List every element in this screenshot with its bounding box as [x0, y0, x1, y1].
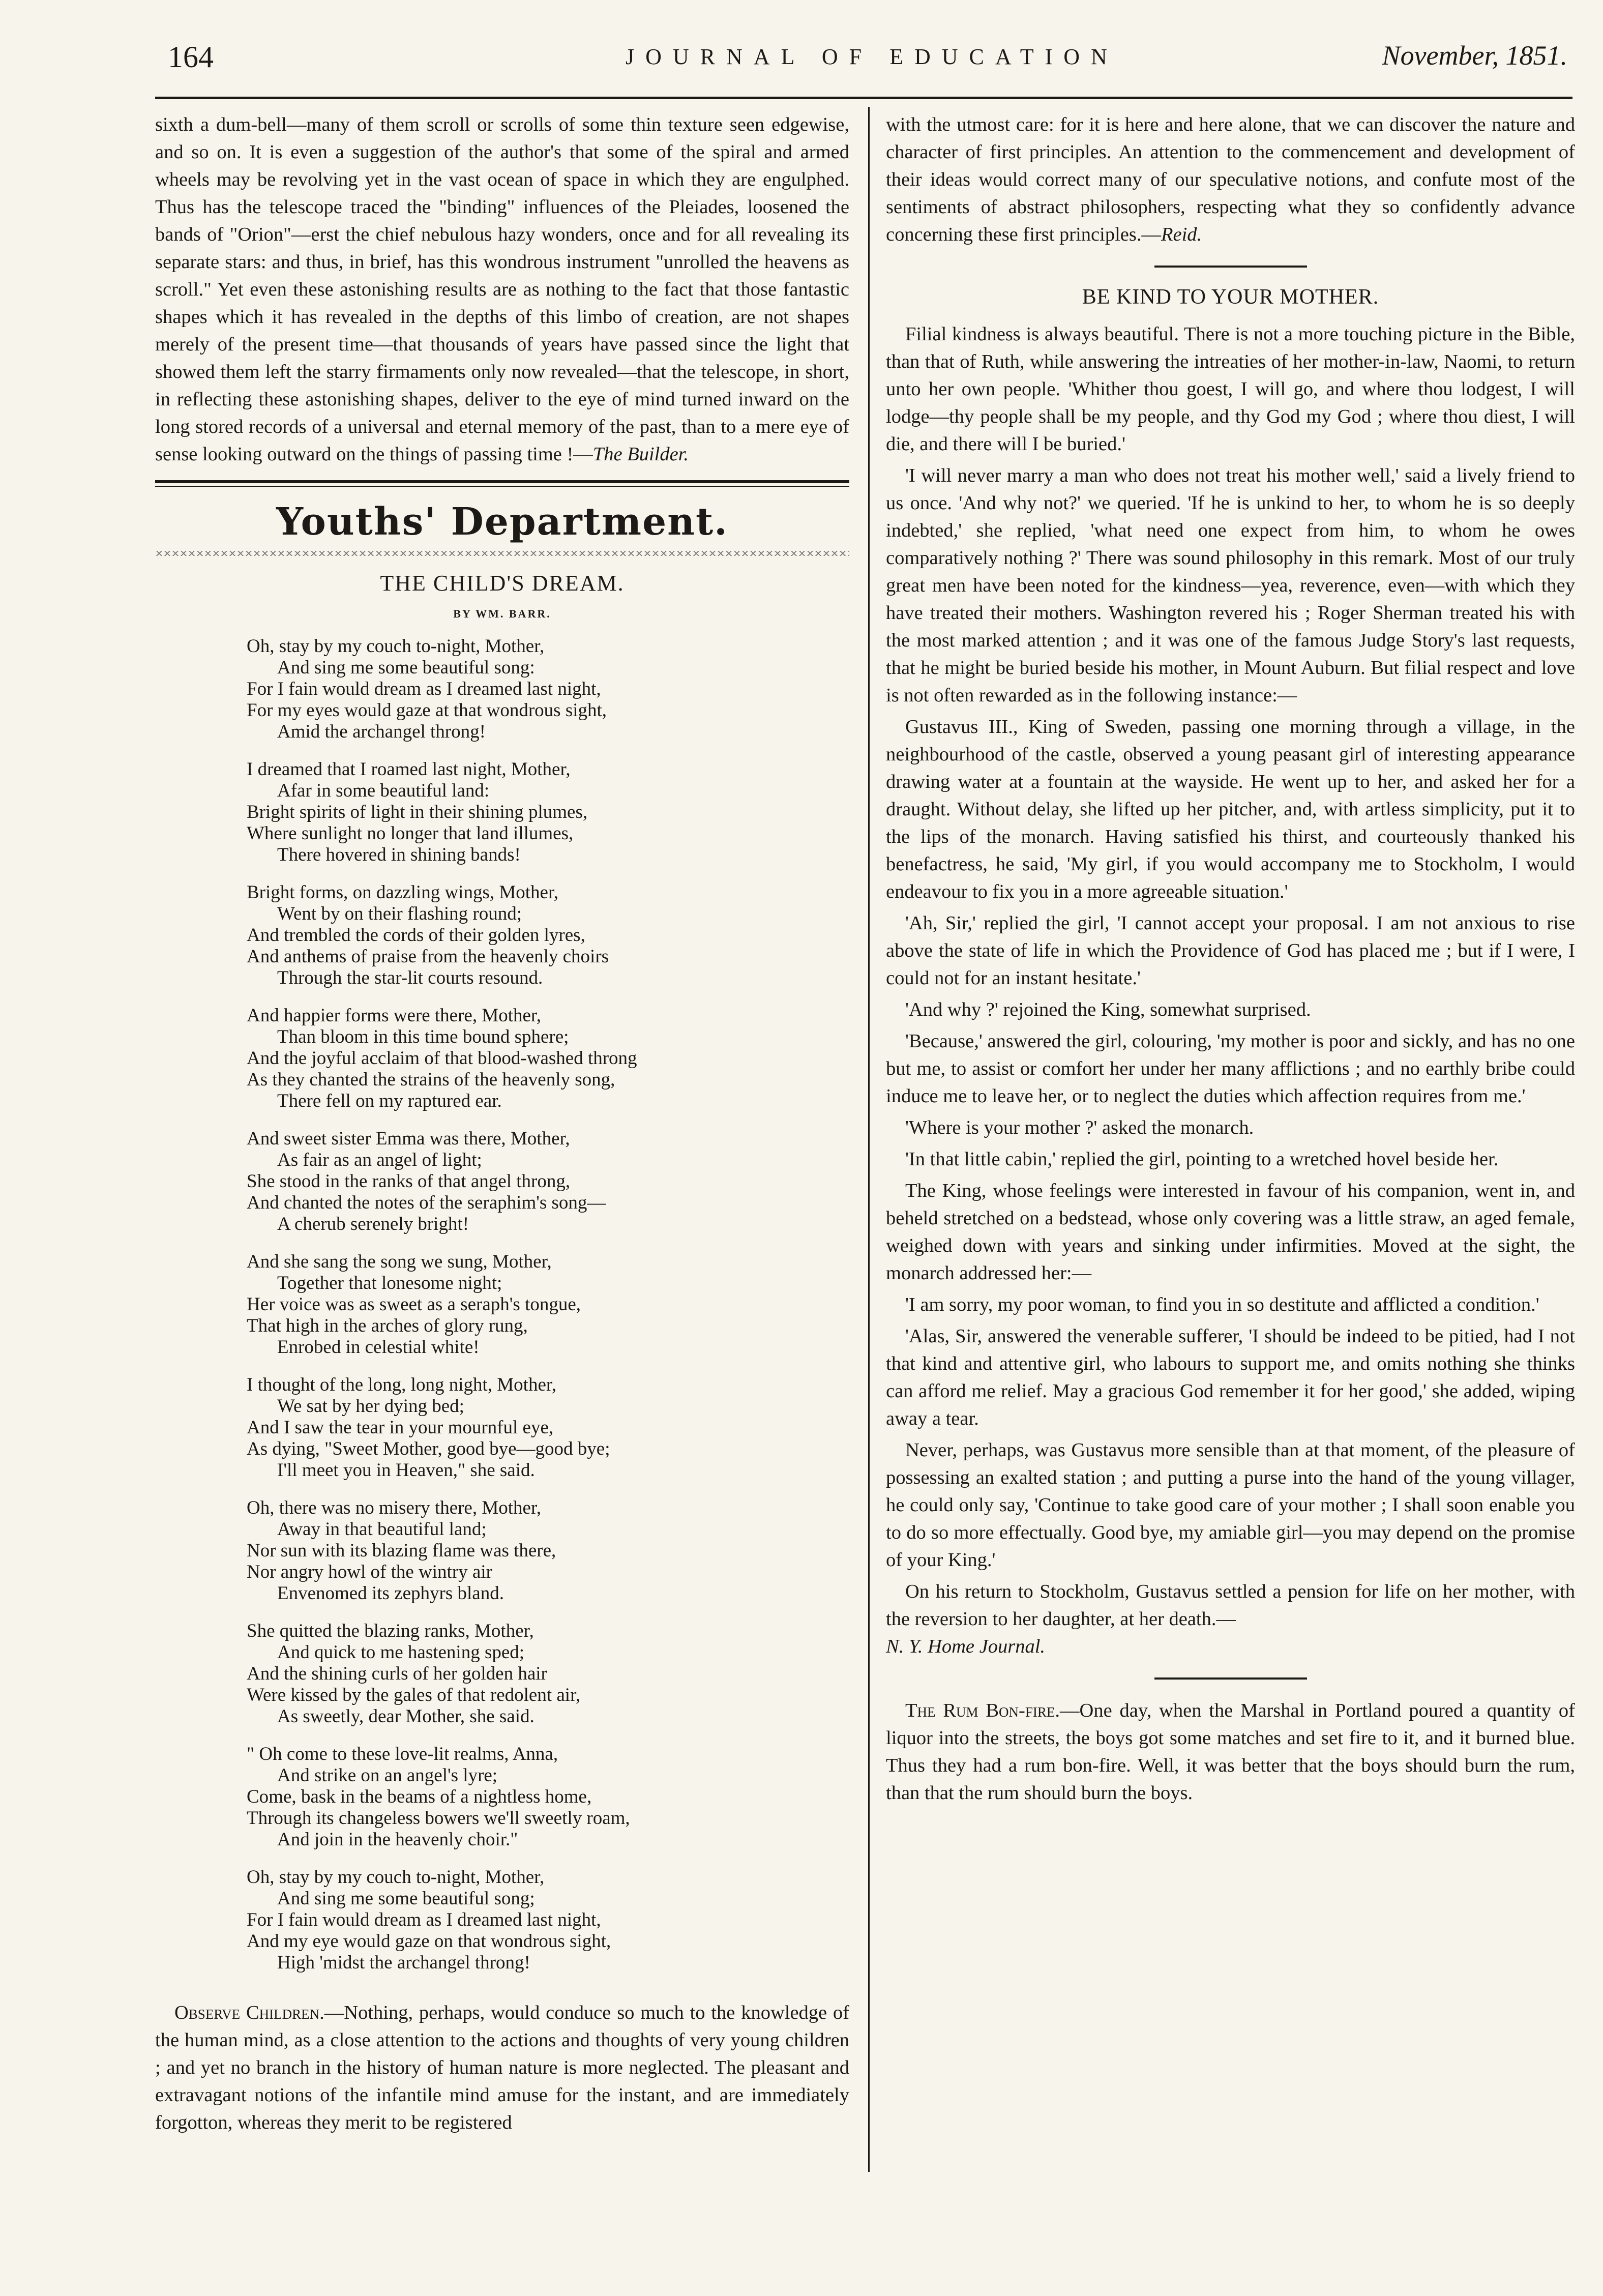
poem-line: And she sang the song we sung, Mother, [247, 1251, 552, 1272]
article-source: N. Y. Home Journal. [886, 1636, 1046, 1657]
poem-stanza [247, 1621, 849, 1727]
rum-bonfire-paragraph: The Rum Bon-fire.—One day, when the Marshal in Portland poured a quantity of liquor into the streets, the boys got some matches and set fire to it, and it burned blue. Thus they had a rum bon-fire. Well, it was better that the boys should burn the rum, than that the rum should burn the boys. [886, 1700, 1575, 1804]
poem-line: Together that lonesome night; [277, 1273, 502, 1293]
article-paragraph: On his return to Stockholm, Gustavus settled a pension for life on her mother, with the reversion to her daughter, at her death.— [886, 1581, 1575, 1630]
poem-stanza [247, 1374, 849, 1481]
article-source-line [886, 1633, 1575, 1660]
poem-line: And chanted the notes of the seraphim's song— [247, 1192, 606, 1213]
header-rule [155, 97, 1572, 99]
poem-line: For I fain would dream as I dreamed last night, [247, 679, 601, 699]
observe-children-lead: Observe Children. [174, 2002, 324, 2023]
poem-line: Than bloom in this time bound sphere; [277, 1026, 569, 1047]
poem-stanza [247, 1128, 849, 1235]
poem-line: There hovered in shining bands! [277, 844, 521, 865]
poem-line: And the shining curls of her golden hair [247, 1663, 547, 1684]
poem-line: For I fain would dream as I dreamed last night, [247, 1909, 601, 1930]
poem-stanza [247, 636, 849, 743]
poem-line: Were kissed by the gales of that redolent air, [247, 1685, 581, 1705]
wavy-rule [155, 551, 849, 556]
poem-line: Bright forms, on dazzling wings, Mother, [247, 882, 559, 903]
poem-line: For my eyes would gaze at that wondrous sight, [247, 700, 607, 721]
poem-line: Come, bask in the beams of a nightless home, [247, 1786, 592, 1807]
poem-stanza [247, 1497, 849, 1604]
poem-line: As sweetly, dear Mother, she said. [277, 1706, 535, 1727]
article-title: BE KIND TO YOUR MOTHER. [1082, 285, 1379, 309]
poem-line: Oh, there was no misery there, Mother, [247, 1497, 542, 1518]
poem-line: Enrobed in celestial white! [277, 1337, 480, 1358]
poem-line: High 'midst the archangel throng! [277, 1952, 530, 1973]
poem-stanza [247, 1744, 849, 1850]
observe-continuation: with the utmost care: for it is here and here alone, that we can discover the nature and character of first principles. An attention to the commencement and development of their ideas would correct many of our speculative notions, and confute most of the sentiments of abstract philosophers, respecting what they so confidently advance concerning these first principles.—Reid. [886, 114, 1575, 245]
poem-line: She quitted the blazing ranks, Mother, [247, 1621, 534, 1641]
poem-line: As fair as an angel of light; [277, 1150, 482, 1170]
poem-line: And sing me some beautiful song; [277, 1888, 535, 1909]
poem-line: As they chanted the strains of the heavenly song, [247, 1069, 615, 1090]
poem-line: And quick to me hastening sped; [277, 1642, 525, 1663]
poem-line: And anthems of praise from the heavenly choirs [247, 946, 609, 967]
journal-title: JOURNAL OF EDUCATION [626, 44, 1118, 69]
article-paragraph: Filial kindness is always beautiful. There is not a more touching picture in the Bible, than that of Ruth, while answering the intreaties of her mother-in-law, Naomi, to return unto her own people. 'Whither thou goest, I will go, and where thou lodgest, I will lodge—thy people shall be my people, and thy God my God ; where thou diest, I will die, and there will I be buried.' [886, 323, 1575, 455]
intro-source: The Builder. [592, 444, 689, 465]
poem-line: " Oh come to these love-lit realms, Anna, [247, 1744, 558, 1764]
poem-line: Away in that beautiful land; [277, 1519, 487, 1540]
poem-line: And join in the heavenly choir." [277, 1829, 518, 1850]
poem-stanza [247, 759, 849, 866]
article-paragraph: 'I am sorry, my poor woman, to find you in so destitute and afflicted a condition.' [905, 1294, 1539, 1315]
article-paragraph: 'I will never marry a man who does not treat his mother well,' said a lively friend to us once. 'And why not?' we queried. 'If he is unkind to her, to whom he is so deeply indebted,' she replied, 'what need one expect from him, to whom he owes comparatively nothing ?' There was sound philosophy in this remark. Most of our truly great men have been noted for the kindness—yea, reverence, even—with which they have treated their mothers. Washington revered his ; Roger Sherman treated his with the most marked attention ; and it was one of the famous Judge Story's last requests, that he might be buried beside his mother, in Mount Auburn. But filial respect and love is not often rewarded as in the following instance:— [886, 465, 1575, 706]
closing-rule [1154, 1677, 1307, 1680]
poem-line: Her voice was as sweet as a seraph's tongue, [247, 1294, 581, 1315]
poem-stanza [247, 882, 849, 989]
column-divider [868, 107, 870, 2172]
observe-children-paragraph: Observe Children.—Nothing, perhaps, would conduce so much to the knowledge of the human mind, as a close attention to the actions and thoughts of very young children ; and yet no branch in the history of human nature is more neglected. The pleasant and extravagant notions of the infantile mind amuse for the instant, and are immediately forgotton, whereas they merit to be registered [155, 2002, 850, 2133]
left-column [155, 111, 849, 2136]
poem-line: I'll meet you in Heaven," she said. [277, 1460, 535, 1481]
poem-line: Through its changeless bowers we'll sweetly roam, [247, 1808, 630, 1829]
article-paragraph: Never, perhaps, was Gustavus more sensible than at that moment, of the pleasure of possessing an exalted station ; and putting a purse into the hand of the young villager, he could only say, 'Continue to take good care of your mother ; I shall soon enable you to do so more effectually. Good bye, my amiable girl—you may depend on the promise of your King.' [886, 1439, 1575, 1571]
poem-line: And sing me some beautiful song: [277, 657, 535, 678]
poem-line: And trembled the cords of their golden lyres, [247, 925, 585, 946]
poem-line: Oh, stay by my couch to-night, Mother, [247, 636, 545, 657]
article-paragraph: 'Where is your mother ?' asked the monarch. [905, 1117, 1254, 1138]
article-paragraph: Gustavus III., King of Sweden, passing one morning through a village, in the neighbourhood of the castle, observed a young peasant girl of interesting appearance drawing water at a fountain at the wayside. He went up to her, and asked her for a draught. Without delay, she lifted up her pitcher, and, with artless simplicity, put it to the lips of the monarch. Having satisfied his thirst, and courteously thanked his benefactress, he said, 'My girl, if you would accompany me to Stockholm, I would endeavour to fix you in a more agreeable situation.' [886, 716, 1575, 902]
poem-byline: BY WM. BARR. [453, 607, 551, 620]
poem-line: And happier forms were there, Mother, [247, 1005, 542, 1026]
poem-line: Envenomed its zephyrs bland. [277, 1583, 504, 1604]
poem-line: Amid the archangel throng! [277, 721, 486, 742]
poem-line: As dying, "Sweet Mother, good bye—good bye; [247, 1438, 610, 1459]
right-column [886, 111, 1575, 1807]
poem-line: Nor sun with its blazing flame was there, [247, 1540, 556, 1561]
section-rule [155, 480, 849, 487]
poem-stanza [247, 1867, 849, 1974]
poem-title: THE CHILD'S DREAM. [380, 571, 625, 596]
poem-line: Through the star-lit courts resound. [277, 967, 543, 988]
observe-source: Reid. [1161, 224, 1202, 245]
poem-line: She stood in the ranks of that angel throng, [247, 1171, 571, 1192]
poem-line: We sat by her dying bed; [277, 1396, 464, 1417]
poem-line: And the joyful acclaim of that blood-washed throng [247, 1048, 637, 1069]
poem-line: That high in the arches of glory rung, [247, 1315, 528, 1336]
article-paragraph: 'Alas, Sir, answered the venerable sufferer, 'I should be indeed to be pitied, had I not that kind and attentive girl, who labours to support me, and omits nothing she thinks can afford me relief. May a gracious God remember it for her good,' she added, wiping away a tear. [886, 1326, 1575, 1429]
poem-line: Bright spirits of light in their shining plumes, [247, 802, 588, 822]
poem-body [247, 636, 849, 1974]
poem-line: A cherub serenely bright! [277, 1214, 469, 1234]
article-paragraph: The King, whose feelings were interested in favour of his companion, went in, and beheld stretched on a bedstead, whose only covering was a little straw, an aged female, weighed down with years and sinking under infirmities. Moved at the sight, the monarch addressed her:— [886, 1180, 1575, 1284]
poem-line: There fell on my raptured ear. [277, 1091, 502, 1111]
article-paragraph: 'Ah, Sir,' replied the girl, 'I cannot accept your proposal. I am not anxious to rise above the state of life in which the Providence of God has placed me ; but if I were, I could not for an instant hesitate.' [886, 912, 1575, 989]
poem-line: Afar in some beautiful land: [277, 780, 490, 801]
article-rule [1154, 266, 1307, 268]
article-paragraph: 'In that little cabin,' replied the girl, pointing to a wretched hovel beside her. [905, 1149, 1499, 1170]
poem-line: I dreamed that I roamed last night, Mother, [247, 759, 571, 780]
poem-line: And my eye would gaze on that wondrous sight, [247, 1931, 611, 1952]
poem-line: Where sunlight no longer that land illumes, [247, 823, 574, 844]
poem-line: And I saw the tear in your mournful eye, [247, 1417, 554, 1438]
poem-line: I thought of the long, long night, Mother, [247, 1374, 556, 1395]
issue-date: November, 1851. [1382, 40, 1567, 71]
article-paragraph: 'And why ?' rejoined the King, somewhat surprised. [905, 999, 1311, 1020]
rum-bonfire-lead: The Rum Bon-fire. [905, 1700, 1060, 1721]
department-title: Youths' Department. [276, 500, 728, 544]
page-number: 164 [168, 40, 214, 74]
poem-line: Nor angry howl of the wintry air [247, 1562, 492, 1582]
running-header [168, 40, 1567, 80]
article-paragraph: 'Because,' answered the girl, colouring, 'my mother is poor and sickly, and has no one but me, to assist or comfort her under her many afflictions ; and no earthly bribe could induce me to leave her, or to neglect the duties which affection requires from me.' [886, 1031, 1575, 1107]
poem-line: Went by on their flashing round; [277, 903, 522, 924]
poem-line: And sweet sister Emma was there, Mother, [247, 1128, 570, 1149]
article-body [886, 320, 1575, 1633]
poem-line: And strike on an angel's lyre; [277, 1765, 498, 1786]
poem-line: Oh, stay by my couch to-night, Mother, [247, 1867, 545, 1888]
poem-stanza [247, 1251, 849, 1358]
poem-stanza [247, 1005, 849, 1112]
intro-paragraph: sixth a dum-bell—many of them scroll or scrolls of some thin texture seen edgewise, and so on. It is even a suggestion of the author's that some of the spiral and armed wheels may be revolving yet in the vast ocean of space in which they are engulphed. Thus has the telescope traced the "binding" influences of the Pleiades, loosened the bands of "Orion"—erst the chief nebulous hazy wonders, once and for all revealing its separate stars: and thus, in brief, has this wondrous instrument "unrolled the heavens as scroll." Yet even these astonishing results are as nothing to the fact that those fantastic shapes which it has revealed in the depths of this limbo of creation, are not shapes merely of the present time—that thousands of years have passed since the light that showed them left the starry firmaments only now revealed—that the telescope, in short, in reflecting these astonishing shapes, deliver to the eye of mind turned inward on the long stored records of a universal and eternal memory of the past, than to a mere eye of sense looking outward on the things of passing time !—The Builder. [155, 114, 849, 465]
